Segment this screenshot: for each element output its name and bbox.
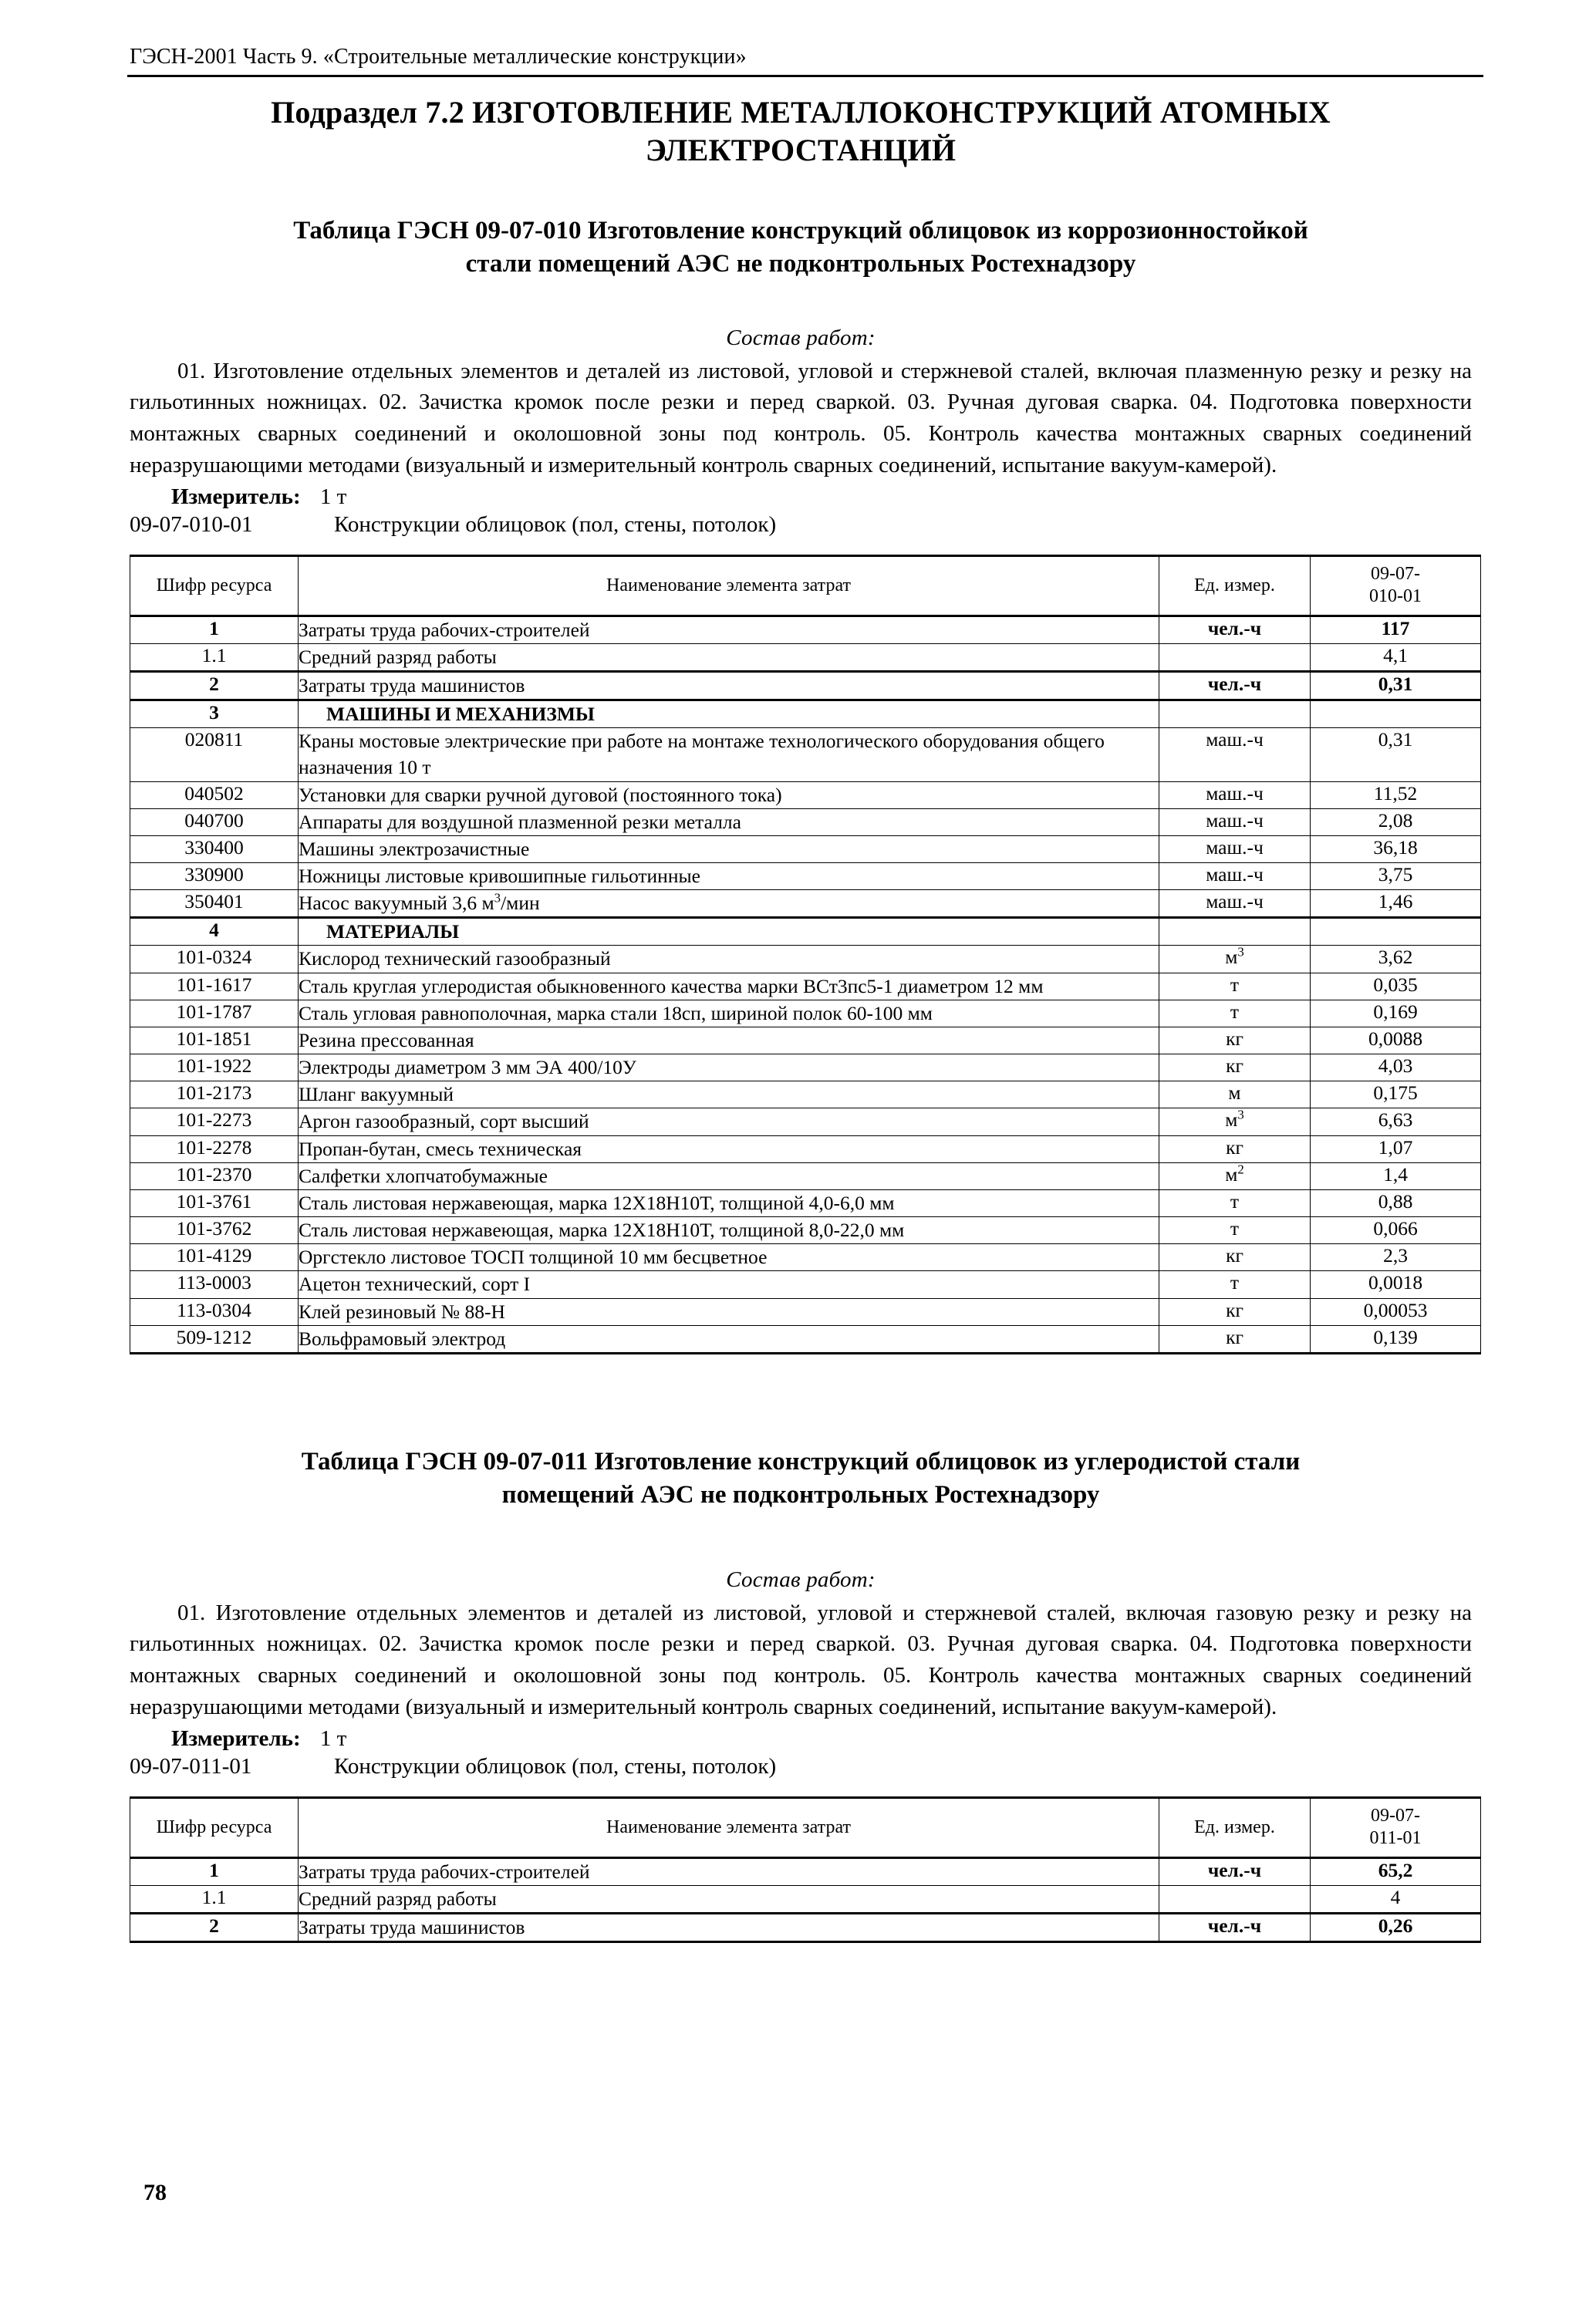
table-1-norm-name: Конструкции облицовок (пол, стены, потолок) — [334, 512, 777, 538]
header-rule — [127, 75, 1483, 77]
cell-resource-name: Затраты труда рабочих-строителей — [299, 616, 1159, 643]
table-row — [130, 671, 1481, 700]
cell-resource-name: Краны мостовые электрические при работе на монтаже технологического оборудования общего назначения 10 т — [299, 728, 1159, 781]
table-row — [130, 918, 1481, 946]
cell-value: 117 — [1311, 616, 1481, 643]
table-1-sostav-label: Состав работ: — [726, 325, 876, 350]
table-row — [130, 863, 1481, 890]
cell-resource-code: 101-2370 — [130, 1162, 299, 1189]
cell-resource-name: Ножницы листовые кривошипные гильотинные — [299, 863, 1159, 890]
cell-value: 4 — [1311, 1885, 1481, 1913]
cell-unit — [1159, 1885, 1311, 1913]
cell-unit: т — [1159, 973, 1311, 1000]
table-2-caption — [130, 1445, 1472, 1512]
table-row — [130, 890, 1481, 918]
cell-unit: маш.-ч — [1159, 863, 1311, 890]
table-block-1 — [130, 214, 1472, 1354]
cell-unit: $м^2$ — [1159, 1162, 1311, 1189]
table-row — [130, 1217, 1481, 1244]
cell-resource-name: Вольфрамовый электрод — [299, 1325, 1159, 1353]
table-2-measure-label: Измеритель: — [171, 1726, 301, 1752]
table-row — [130, 643, 1481, 671]
cell-unit: т — [1159, 1000, 1311, 1027]
cell-unit: т — [1159, 1271, 1311, 1298]
section-prefix: Подраздел 7.2 — [271, 95, 464, 130]
cell-unit: кг — [1159, 1244, 1311, 1271]
cell-value: 4,03 — [1311, 1054, 1481, 1081]
cell-resource-name: Затраты труда машинистов — [299, 671, 1159, 700]
cell-value: 0,066 — [1311, 1217, 1481, 1244]
cell-value: 0,00053 — [1311, 1298, 1481, 1325]
table-row — [130, 1244, 1481, 1271]
cell-resource-code: 040700 — [130, 808, 299, 835]
table-row — [130, 1000, 1481, 1027]
cell-resource-code: 1 — [130, 616, 299, 643]
table-row — [130, 1162, 1481, 1189]
table-1-caption-line2: стали помещений АЭС не подконтрольных Ростехнадзору — [465, 249, 1136, 278]
table-row — [130, 1108, 1481, 1135]
cell-resource-name: Шланг вакуумный — [299, 1081, 1159, 1108]
cell-resource-name: Резина прессованная — [299, 1027, 1159, 1054]
table-1-caption-line1: Таблица ГЭСН 09-07-010 Изготовление конструкций облицовок из коррозионностойкой — [293, 216, 1308, 245]
col-header-name: Наименование элемента затрат — [299, 1798, 1159, 1858]
running-head: ГЭСН-2001 Часть 9. «Строительные металлические конструкции» — [130, 45, 747, 69]
col-header-code: Шифр ресурса — [130, 556, 299, 616]
cell-unit: чел.-ч — [1159, 1913, 1311, 1941]
table-row — [130, 1027, 1481, 1054]
cell-value: 4,1 — [1311, 643, 1481, 671]
table-row — [130, 808, 1481, 835]
page-number: 78 — [143, 2180, 167, 2205]
cell-value: 0,035 — [1311, 973, 1481, 1000]
table-2-caption-line1: Таблица ГЭСН 09-07-011 Изготовление конструкций облицовок из углеродистой стали — [301, 1447, 1301, 1476]
cell-resource-code: 350401 — [130, 890, 299, 918]
cell-resource-code: 040502 — [130, 781, 299, 808]
cell-value: 1,07 — [1311, 1135, 1481, 1162]
cell-resource-name: Кислород технический газообразный — [299, 946, 1159, 973]
col-header-code: Шифр ресурса — [130, 1798, 299, 1858]
cell-resource-code: 1.1 — [130, 1885, 299, 1913]
cell-unit: м — [1159, 1081, 1311, 1108]
cell-value: 6,63 — [1311, 1108, 1481, 1135]
cell-value: 0,139 — [1311, 1325, 1481, 1353]
cell-resource-name: Насос вакуумный 3,6 $м^3$/мин — [299, 890, 1159, 918]
table-2-sostav-label: Состав работ: — [726, 1567, 876, 1592]
section-title-line1: ИЗГОТОВЛЕНИЕ МЕТАЛЛОКОНСТРУКЦИЙ АТОМНЫХ — [472, 95, 1331, 130]
cell-resource-name: Аппараты для воздушной плазменной резки металла — [299, 808, 1159, 835]
table-2-body — [130, 1857, 1481, 1941]
table-row — [130, 1271, 1481, 1298]
page-title — [130, 94, 1472, 170]
cell-value: 1,4 — [1311, 1162, 1481, 1189]
cell-value: 0,175 — [1311, 1081, 1481, 1108]
cell-resource-name: Пропан-бутан, смесь техническая — [299, 1135, 1159, 1162]
cell-resource-code: 101-4129 — [130, 1244, 299, 1271]
cell-value: 65,2 — [1311, 1857, 1481, 1885]
cell-resource-code: 101-1787 — [130, 1000, 299, 1027]
table-row — [130, 700, 1481, 728]
cell-resource-code: 330400 — [130, 835, 299, 862]
cell-value: 0,169 — [1311, 1000, 1481, 1027]
cell-unit: $м^3$ — [1159, 1108, 1311, 1135]
table-2-sostav-body: 01. Изготовление отдельных элементов и деталей из листовой, угловой и стержневой сталей, включая газовую резку и резку на гильотинных ножницах. 02. Зачистка кромок после резки и перед сваркой. 03. Ручная дуговая сварка. 04. Подготовка поверхности монтажных сварных соединений и околошовной зоны под контроль. 05. Контроль качества монтажных сварных соединений неразрушающими методами (визуальный и измерительный контроль сварных соединений, испытание вакуум-камерой). — [130, 1600, 1472, 1720]
table-1-body — [130, 616, 1481, 1353]
cell-unit: $м^3$ — [1159, 946, 1311, 973]
cell-value: 2,3 — [1311, 1244, 1481, 1271]
cell-resource-code: 2 — [130, 671, 299, 700]
cell-resource-code: 020811 — [130, 728, 299, 781]
cell-resource-code: 101-2273 — [130, 1108, 299, 1135]
cell-resource-code: 101-1617 — [130, 973, 299, 1000]
table-2-caption-line2: помещений АЭС не подконтрольных Ростехнадзору — [501, 1480, 1100, 1509]
cell-unit: маш.-ч — [1159, 781, 1311, 808]
cell-resource-code: 1.1 — [130, 643, 299, 671]
table-1-header-row — [130, 556, 1481, 616]
table-1-caption — [130, 214, 1472, 281]
cell-unit — [1159, 700, 1311, 728]
cell-resource-name: МАТЕРИАЛЫ — [299, 918, 1159, 946]
table-2-norm-line — [130, 1754, 1472, 1779]
table-1-measure-value: 1 т — [319, 484, 347, 510]
table-row — [130, 946, 1481, 973]
table-row — [130, 728, 1481, 781]
cell-unit: чел.-ч — [1159, 671, 1311, 700]
cell-resource-name: Сталь листовая нержавеющая, марка 12Х18Н10Т, толщиной 4,0-6,0 мм — [299, 1189, 1159, 1216]
table-row — [130, 1325, 1481, 1353]
cell-resource-name: МАШИНЫ И МЕХАНИЗМЫ — [299, 700, 1159, 728]
cell-unit: маш.-ч — [1159, 835, 1311, 862]
cell-value: 1,46 — [1311, 890, 1481, 918]
col-header-value — [1311, 556, 1481, 616]
cell-resource-code: 509-1212 — [130, 1325, 299, 1353]
cell-resource-name: Салфетки хлопчатобумажные — [299, 1162, 1159, 1189]
cell-unit: кг — [1159, 1027, 1311, 1054]
cell-value: 0,31 — [1311, 671, 1481, 700]
table-2-measure — [130, 1726, 1472, 1752]
table-1-norm-code: 09-07-010-01 — [130, 512, 253, 538]
table-row — [130, 1189, 1481, 1216]
cell-resource-code: 330900 — [130, 863, 299, 890]
cell-resource-code: 113-0003 — [130, 1271, 299, 1298]
cell-resource-code: 2 — [130, 1913, 299, 1941]
table-1-measure-label: Измеритель: — [171, 484, 301, 510]
cell-unit: маш.-ч — [1159, 890, 1311, 918]
cell-resource-code: 101-2173 — [130, 1081, 299, 1108]
cell-value: 0,31 — [1311, 728, 1481, 781]
table-row — [130, 1054, 1481, 1081]
cell-resource-code: 101-1851 — [130, 1027, 299, 1054]
table-2-norm-code: 09-07-011-01 — [130, 1754, 252, 1779]
cell-resource-name: Сталь угловая равнополочная, марка стали 18сп, шириной полок 60-100 мм — [299, 1000, 1159, 1027]
cell-value: 3,75 — [1311, 863, 1481, 890]
cell-resource-name: Затраты труда машинистов — [299, 1913, 1159, 1941]
cell-value: 0,26 — [1311, 1913, 1481, 1941]
cell-resource-name: Сталь круглая углеродистая обыкновенного качества марки ВСт3пс5-1 диаметром 12 мм — [299, 973, 1159, 1000]
cell-resource-code: 4 — [130, 918, 299, 946]
cell-resource-name: Аргон газообразный, сорт высший — [299, 1108, 1159, 1135]
table-row — [130, 781, 1481, 808]
cell-resource-name: Сталь листовая нержавеющая, марка 12Х18Н10Т, толщиной 8,0-22,0 мм — [299, 1217, 1159, 1244]
col-header-unit: Ед. измер. — [1159, 556, 1311, 616]
cell-unit: маш.-ч — [1159, 808, 1311, 835]
cell-value: 0,0088 — [1311, 1027, 1481, 1054]
table-row — [130, 616, 1481, 643]
cell-resource-name: Ацетон технический, сорт I — [299, 1271, 1159, 1298]
table-row — [130, 1081, 1481, 1108]
table-row — [130, 1135, 1481, 1162]
cell-unit — [1159, 918, 1311, 946]
col-header-value — [1311, 1798, 1481, 1858]
table-1-sostav-body: 01. Изготовление отдельных элементов и деталей из листовой, угловой и стержневой сталей, включая плазменную резку и резку на гильотинных ножницах. 02. Зачистка кромок после резки и перед сваркой. 03. Ручная дуговая сварка. 04. Подготовка поверхности монтажных сварных соединений и околошовной зоны под контроль. 05. Контроль качества монтажных сварных соединений неразрушающими методами (визуальный и измерительный контроль сварных соединений, испытание вакуум-камерой). — [130, 358, 1472, 478]
cell-value: 0,88 — [1311, 1189, 1481, 1216]
table-row — [130, 1913, 1481, 1941]
cell-resource-code: 1 — [130, 1857, 299, 1885]
resource-table-1 — [130, 555, 1481, 1354]
cell-resource-name: Клей резиновый № 88-Н — [299, 1298, 1159, 1325]
section-title-line2: ЭЛЕКТРОСТАНЦИЙ — [645, 132, 957, 167]
table-2-header-row — [130, 1798, 1481, 1858]
cell-unit: кг — [1159, 1325, 1311, 1353]
cell-unit: кг — [1159, 1298, 1311, 1325]
page-content — [130, 0, 1472, 1943]
cell-resource-code: 3 — [130, 700, 299, 728]
cell-resource-code: 101-1922 — [130, 1054, 299, 1081]
cell-resource-code: 101-2278 — [130, 1135, 299, 1162]
cell-value: 36,18 — [1311, 835, 1481, 862]
cell-value: 3,62 — [1311, 946, 1481, 973]
cell-resource-name: Оргстекло листовое ТОСП толщиной 10 мм бесцветное — [299, 1244, 1159, 1271]
cell-value — [1311, 918, 1481, 946]
cell-unit: т — [1159, 1217, 1311, 1244]
cell-unit: чел.-ч — [1159, 616, 1311, 643]
cell-value: 0,0018 — [1311, 1271, 1481, 1298]
cell-resource-code: 101-3761 — [130, 1189, 299, 1216]
col-header-value-line1: 09-07- — [1371, 564, 1420, 585]
table-row — [130, 835, 1481, 862]
cell-resource-name: Средний разряд работы — [299, 1885, 1159, 1913]
table-2-measure-value: 1 т — [319, 1726, 347, 1752]
cell-unit: т — [1159, 1189, 1311, 1216]
table-block-2 — [130, 1445, 1472, 1943]
resource-table-2 — [130, 1796, 1481, 1943]
cell-unit — [1159, 643, 1311, 671]
cell-resource-code: 101-3762 — [130, 1217, 299, 1244]
cell-value — [1311, 700, 1481, 728]
col-header-value-line2: 011-01 — [1369, 1828, 1422, 1849]
cell-unit: кг — [1159, 1135, 1311, 1162]
cell-resource-name: Установки для сварки ручной дуговой (постоянного тока) — [299, 781, 1159, 808]
cell-unit: кг — [1159, 1054, 1311, 1081]
cell-resource-name: Электроды диаметром 3 мм ЭА 400/10У — [299, 1054, 1159, 1081]
col-header-value-line2: 010-01 — [1369, 586, 1422, 607]
cell-resource-name: Затраты труда рабочих-строителей — [299, 1857, 1159, 1885]
col-header-unit: Ед. измер. — [1159, 1798, 1311, 1858]
col-header-name: Наименование элемента затрат — [299, 556, 1159, 616]
table-1-measure — [130, 484, 1472, 510]
col-header-value-line1: 09-07- — [1371, 1806, 1420, 1827]
cell-value: 11,52 — [1311, 781, 1481, 808]
table-row — [130, 1885, 1481, 1913]
cell-resource-name: Средний разряд работы — [299, 643, 1159, 671]
cell-resource-code: 113-0304 — [130, 1298, 299, 1325]
cell-unit: чел.-ч — [1159, 1857, 1311, 1885]
table-row — [130, 1298, 1481, 1325]
cell-unit: маш.-ч — [1159, 728, 1311, 781]
table-2-norm-name: Конструкции облицовок (пол, стены, потолок) — [334, 1754, 777, 1779]
table-1-norm-line — [130, 512, 1472, 538]
table-row — [130, 1857, 1481, 1885]
cell-resource-name: Машины электрозачистные — [299, 835, 1159, 862]
table-row — [130, 973, 1481, 1000]
cell-resource-code: 101-0324 — [130, 946, 299, 973]
cell-value: 2,08 — [1311, 808, 1481, 835]
